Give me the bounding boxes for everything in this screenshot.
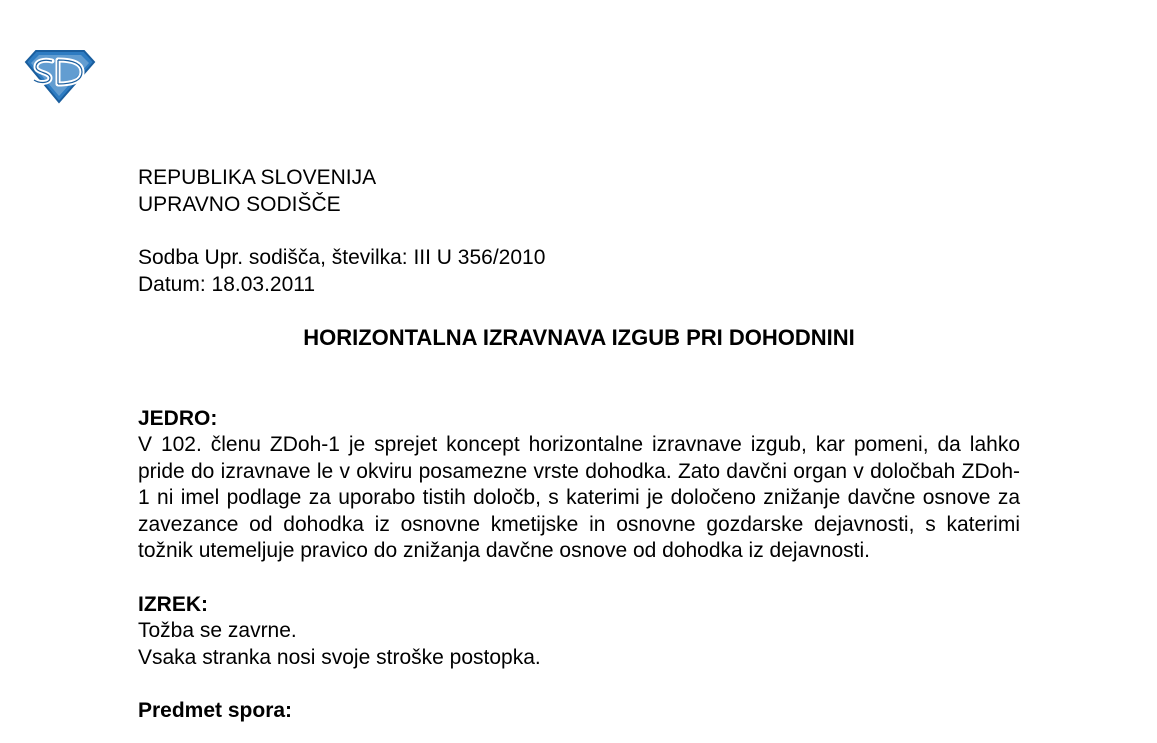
izrek-heading: IZREK: <box>138 592 208 616</box>
jedro-text: V 102. členu ZDoh-1 je sprejet koncept horizontalne izravnave izgub, kar pomeni, da lahko pride do izravnave le v okviru posamezne vrste dohodka. Zato davčni organ v določbah ZDoh-1 ni imel podlage za uporabo tistih določb, s katerimi je določeno znižanje davčne osnove za zavezance od dohodka iz osnovne kmetijske in osnovne gozdarske dejavnosti, s katerimi tožnik utemeljuje pravico do znižanja davčne osnove od dohodka iz dejavnosti. <box>138 433 1020 562</box>
document-title: HORIZONTALNA IZRAVNAVA IZGUB PRI DOHODNINI <box>303 325 855 350</box>
izrek-line-1: Tožba se zavrne. <box>138 619 297 642</box>
case-date: Datum: 18.03.2011 <box>138 272 316 296</box>
izrek-line-2: Vsaka stranka nosi svoje stroške postopka. <box>138 645 541 669</box>
header-republic: REPUBLIKA SLOVENIJA <box>138 166 377 189</box>
predmet-spora-heading: Predmet spora: <box>138 699 293 722</box>
court-logo <box>22 48 96 104</box>
document-body <box>138 165 1020 725</box>
case-number: Sodba Upr. sodišča, številka: III U 356/2010 <box>138 246 546 269</box>
jedro-heading: JEDRO: <box>138 406 218 430</box>
header-court: UPRAVNO SODIŠČE <box>138 192 341 216</box>
